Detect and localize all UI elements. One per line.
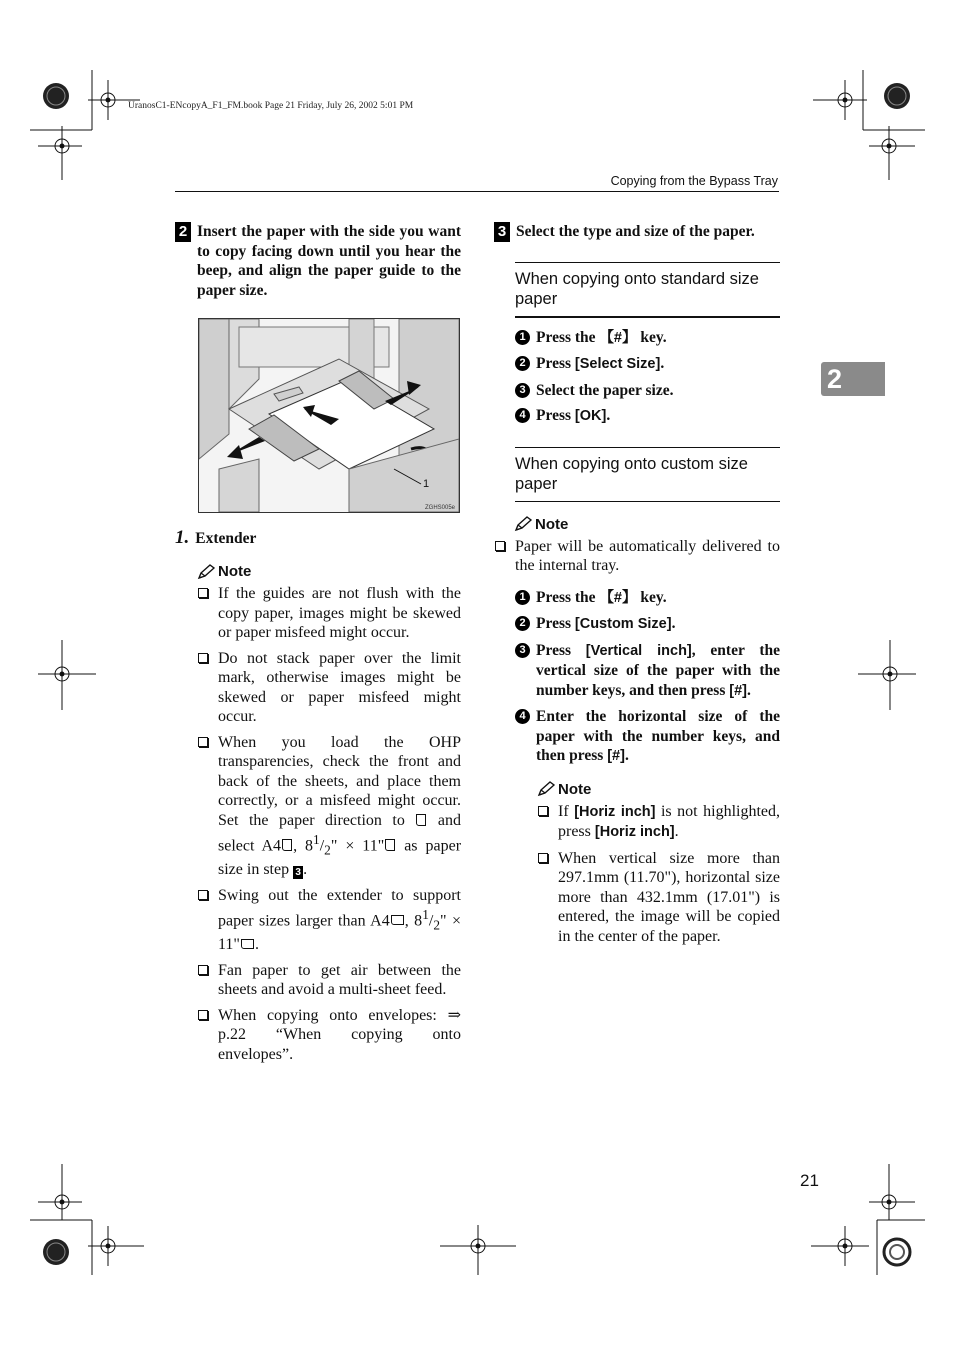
note-heading [197, 563, 461, 580]
step-badge: 3 [494, 222, 510, 242]
hash-key: [#] [607, 748, 625, 764]
registration-mark-bottom-center [440, 1225, 516, 1275]
sub-step-text: key. [636, 588, 667, 606]
callout-extender [175, 527, 461, 549]
note-text: / [319, 837, 325, 855]
note-text: . [254, 936, 259, 954]
sub-step-text: Enter the horizontal size of the paper with the number keys, and then press [536, 708, 780, 764]
note-text: " × 11" [218, 912, 461, 954]
sub-step-text: Press the [536, 588, 600, 606]
inner-notes [515, 802, 780, 947]
pencil-note-icon [197, 564, 215, 580]
sub-step-number: 2 [515, 616, 530, 631]
portrait-paper-icon [282, 839, 292, 851]
note-item-envelope-link[interactable]: When copying onto envelopes: ⇒ p.22 “When copying onto envelopes”. [175, 1006, 461, 1065]
step-2-text: Insert the paper with the side you want to copy facing down until you hear the beep, and align the paper guide to the paper size. [197, 223, 461, 299]
fraction-denominator: 2 [433, 917, 440, 933]
sub-step-text: . [746, 681, 751, 699]
note-label: Note [535, 515, 569, 533]
sub-step-number: 4 [515, 408, 530, 423]
sub-step-text: key. [636, 328, 667, 346]
note-text: When you load the OHP transparencies, check the front and back of the sheets, and place them correctly, or a misfeed might occur. Set the paper direction to [218, 733, 461, 829]
right-column [494, 222, 780, 952]
note-text: is not highlighted, press [558, 802, 781, 840]
hash-key: 【#】 [599, 589, 637, 606]
note-label: Note [558, 780, 592, 798]
sub-step-text: , enter the vertical size of the paper with the number keys, and then press [536, 641, 780, 699]
sub-step-text: Press [536, 355, 575, 372]
registration-mark-top-right [805, 70, 925, 190]
custom-step-2 [494, 614, 780, 635]
portrait-paper-icon [385, 839, 395, 851]
note-item: When vertical size more than 297.1mm (11.70"), horizontal size more than 432.1mm (17.01") is entered, the image will be copied in the center of the paper. [515, 849, 780, 947]
fraction-numerator: 1 [422, 907, 429, 923]
horiz-inch-key: [Horiz inch] [594, 824, 675, 840]
sub-step-text: Press [536, 641, 586, 659]
standard-step-4 [494, 406, 780, 427]
custom-step-4-note [515, 781, 780, 947]
sub-step-text: . [671, 615, 676, 632]
sub-step-number: 3 [515, 643, 530, 658]
page-number: 21 [800, 1171, 819, 1190]
registration-mark-middle-left [36, 640, 96, 710]
callout-text: Extender [195, 530, 257, 547]
sub-step-number: 2 [515, 356, 530, 371]
sub-step-text: Press [536, 615, 575, 632]
note-item: Do not stack paper over the limit mark, otherwise images might be skewed or paper misfeed might occur. [175, 649, 461, 727]
sub-step-text: Press [536, 407, 575, 424]
custom-size-key: [Custom Size] [574, 616, 672, 632]
standard-size-title: When copying onto standard size paper [515, 269, 759, 308]
pencil-note-icon [514, 516, 532, 532]
step-reference-badge: 3 [293, 866, 303, 879]
fraction-numerator: 1 [313, 832, 320, 847]
note-label: Note [218, 563, 252, 580]
landscape-paper-icon [391, 915, 404, 925]
note-text: Swing out the extender to support paper sizes larger than A4 [218, 886, 461, 930]
custom-size-title: When copying onto custom size paper [515, 454, 748, 493]
chapter-tab: 2 [821, 362, 885, 396]
landscape-paper-icon [241, 939, 254, 949]
note-item-extender [175, 886, 461, 955]
figure-code: ZGHS005e [425, 505, 456, 511]
sub-step-number: 3 [515, 383, 530, 398]
registration-mark-bottom-left [30, 1160, 150, 1285]
custom-size-notes [494, 537, 780, 576]
standard-step-2 [494, 354, 780, 375]
note-text: " × 11" [330, 837, 385, 855]
note-text: . [303, 861, 308, 879]
step-3 [494, 222, 780, 242]
step-2-notes [175, 584, 461, 1064]
note-text: If [558, 802, 575, 820]
note-item: Fan paper to get air between the sheets and avoid a multi-sheet feed. [175, 961, 461, 1000]
hash-key: [#] [729, 682, 747, 699]
note-text: as paper size in step [218, 837, 462, 879]
sub-step-text: . [660, 355, 665, 372]
note-item-ohp [175, 733, 461, 880]
step-badge: 2 [175, 222, 191, 242]
sub-step-text: . [606, 407, 611, 424]
bypass-tray-illustration [199, 319, 459, 512]
note-item-horiz-inch [515, 802, 780, 843]
registration-mark-middle-right [858, 640, 918, 710]
registration-mark-bottom-right [805, 1160, 925, 1285]
sub-step-number: 1 [515, 330, 530, 345]
note-heading [514, 516, 780, 533]
note-item: If the guides are not flush with the copy paper, images might be skewed or paper misfeed might occur. [175, 584, 461, 643]
note-text: , 8 [404, 912, 423, 930]
ok-key: [OK] [574, 408, 607, 424]
sub-step-text: Press the [536, 328, 600, 346]
left-column [175, 222, 461, 1070]
vertical-inch-key: [Vertical inch] [585, 642, 692, 659]
custom-step-3 [494, 641, 780, 702]
note-text: and select A4 [218, 811, 461, 855]
bypass-tray-figure [198, 318, 460, 513]
section-rule [515, 501, 780, 502]
select-size-key: [Select Size] [574, 356, 661, 372]
portrait-paper-icon [416, 814, 426, 826]
book-info: UranosC1-ENcopyA_F1_FM.book Page 21 Friday, July 26, 2002 5:01 PM [128, 101, 414, 111]
sub-step-text: Select the paper size. [536, 381, 674, 399]
standard-step-1 [494, 328, 780, 349]
note-heading [537, 781, 780, 798]
custom-step-4 [494, 707, 780, 767]
running-header: Copying from the Bypass Tray [610, 174, 778, 188]
note-text: , 8 [293, 837, 314, 855]
step-2 [175, 222, 461, 300]
standard-step-3 [494, 381, 780, 401]
fraction-denominator: 2 [324, 842, 331, 858]
sub-step-number: 4 [515, 709, 530, 724]
custom-step-1 [494, 588, 780, 609]
hash-key: 【#】 [599, 329, 637, 346]
pencil-note-icon [537, 781, 555, 797]
note-text: . [674, 823, 679, 840]
figure-callout-label: 1 [423, 478, 430, 490]
step-3-text: Select the type and size of the paper. [516, 223, 755, 240]
sub-step-text: . [624, 747, 629, 764]
horiz-inch-key: [Horiz inch] [574, 803, 656, 820]
note-text: / [428, 912, 434, 930]
callout-number: 1. [175, 527, 190, 548]
registration-mark-top-left [30, 70, 150, 190]
header-rule [175, 191, 779, 192]
sub-step-number: 1 [515, 590, 530, 605]
note-item: Paper will be automatically delivered to the internal tray. [494, 537, 780, 576]
